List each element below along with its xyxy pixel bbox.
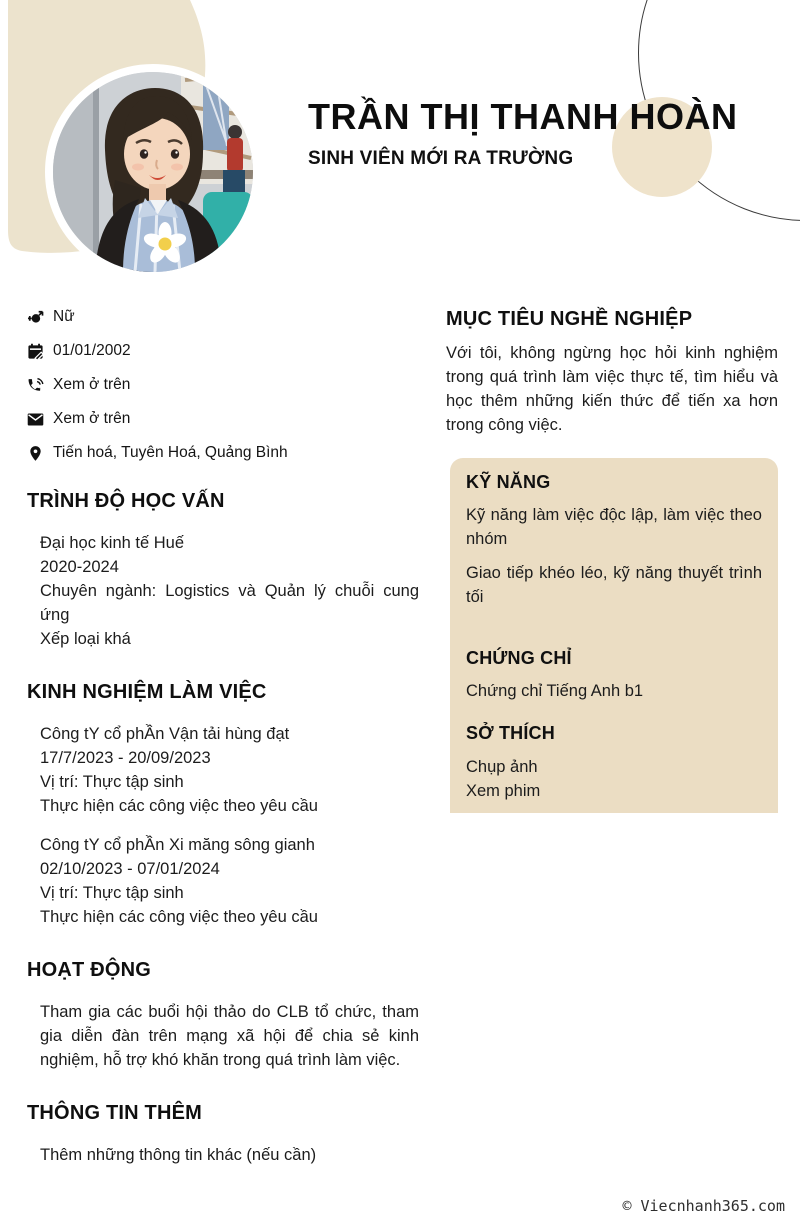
watermark-credit: © Viecnhanh365.com	[622, 1197, 785, 1215]
education-years: 2020-2024	[40, 558, 119, 576]
education-school: Đại học kinh tế Huế	[40, 534, 184, 552]
job-description: Thực hiện các công việc theo yêu cầu	[40, 797, 318, 815]
education-grade: Xếp loại khá	[40, 630, 131, 648]
job-entry	[27, 722, 419, 818]
certificate-item: Chứng chỉ Tiếng Anh b1	[466, 682, 644, 700]
candidate-subtitle: SINH VIÊN MỚI RA TRƯỜNG	[308, 148, 574, 169]
info-row-birthdate	[27, 340, 419, 362]
job-description: Thực hiện các công việc theo yêu cầu	[40, 908, 318, 926]
location-icon	[27, 445, 44, 462]
section-title-additional: THÔNG TIN THÊM	[27, 1102, 203, 1124]
info-row-address	[27, 442, 419, 464]
info-row-gender	[27, 306, 419, 328]
education-block	[27, 531, 419, 651]
phone-icon	[27, 377, 44, 394]
calendar-edit-icon	[27, 343, 44, 360]
skill-item: Giao tiếp khéo léo, kỹ năng thuyết trình tối	[466, 564, 762, 606]
candidate-name: TRẦN THỊ THANH HOÀN	[308, 96, 738, 137]
info-row-email	[27, 408, 419, 430]
info-value: Xem ở trên	[53, 410, 131, 427]
objective-text: Với tôi, không ngừng học hỏi kinh nghiệm trong quá trình làm việc thực tế, tìm hiểu và học thêm những kiến thức để tiến xa hơn trong công việc.	[446, 344, 778, 434]
section-title-objective: MỤC TIÊU NGHỀ NGHIỆP	[446, 308, 693, 330]
profile-photo-illustration	[53, 72, 253, 272]
hobby-list	[466, 755, 762, 803]
header	[308, 97, 778, 171]
hobby-item: Chụp ảnh	[466, 758, 538, 776]
job-period: 17/7/2023 - 20/09/2023	[40, 749, 211, 767]
gender-icon	[27, 309, 44, 326]
email-icon	[27, 411, 44, 428]
info-row-phone	[27, 374, 419, 396]
profile-photo	[45, 64, 261, 280]
info-value: Xem ở trên	[53, 376, 131, 393]
hobby-item: Xem phim	[466, 782, 541, 800]
education-major: Chuyên ngành: Logistics và Quản lý chuỗi cung ứng	[40, 582, 419, 624]
right-column	[446, 307, 778, 813]
section-title-hobbies: SỞ THÍCH	[466, 723, 555, 743]
additional-text: Thêm những thông tin khác (nếu cần)	[40, 1146, 317, 1164]
section-title-activities: HOẠT ĐỘNG	[27, 959, 152, 981]
left-column	[27, 306, 419, 1167]
activities-text: Tham gia các buổi hội thảo do CLB tổ chức, tham gia diễn đàn trên mạng xã hội để chia sẻ kinh nghiệm, hỗ trợ khó khăn trong quá trình làm việc.	[40, 1003, 419, 1069]
job-company: Công tY cổ phẦn Xi măng sông gianh	[40, 836, 315, 854]
job-company: Công tY cổ phẦn Vận tải hùng đạt	[40, 725, 290, 743]
job-position: Vị trí: Thực tập sinh	[40, 773, 184, 791]
section-title-skills: KỸ NĂNG	[466, 472, 551, 492]
skills-panel	[450, 458, 778, 813]
section-title-certificates: CHỨNG CHỈ	[466, 648, 572, 668]
job-position: Vị trí: Thực tập sinh	[40, 884, 184, 902]
job-entry	[27, 833, 419, 929]
section-title-education: TRÌNH ĐỘ HỌC VẤN	[27, 490, 225, 512]
section-title-experience: KINH NGHIỆM LÀM VIỆC	[27, 681, 267, 703]
job-period: 02/10/2023 - 07/01/2024	[40, 860, 220, 878]
info-value: Tiến hoá, Tuyên Hoá, Quảng Bình	[53, 444, 288, 461]
skill-item: Kỹ năng làm việc độc lập, làm việc theo nhóm	[466, 506, 762, 548]
info-value: 01/01/2002	[53, 342, 131, 359]
info-value: Nữ	[53, 308, 75, 325]
